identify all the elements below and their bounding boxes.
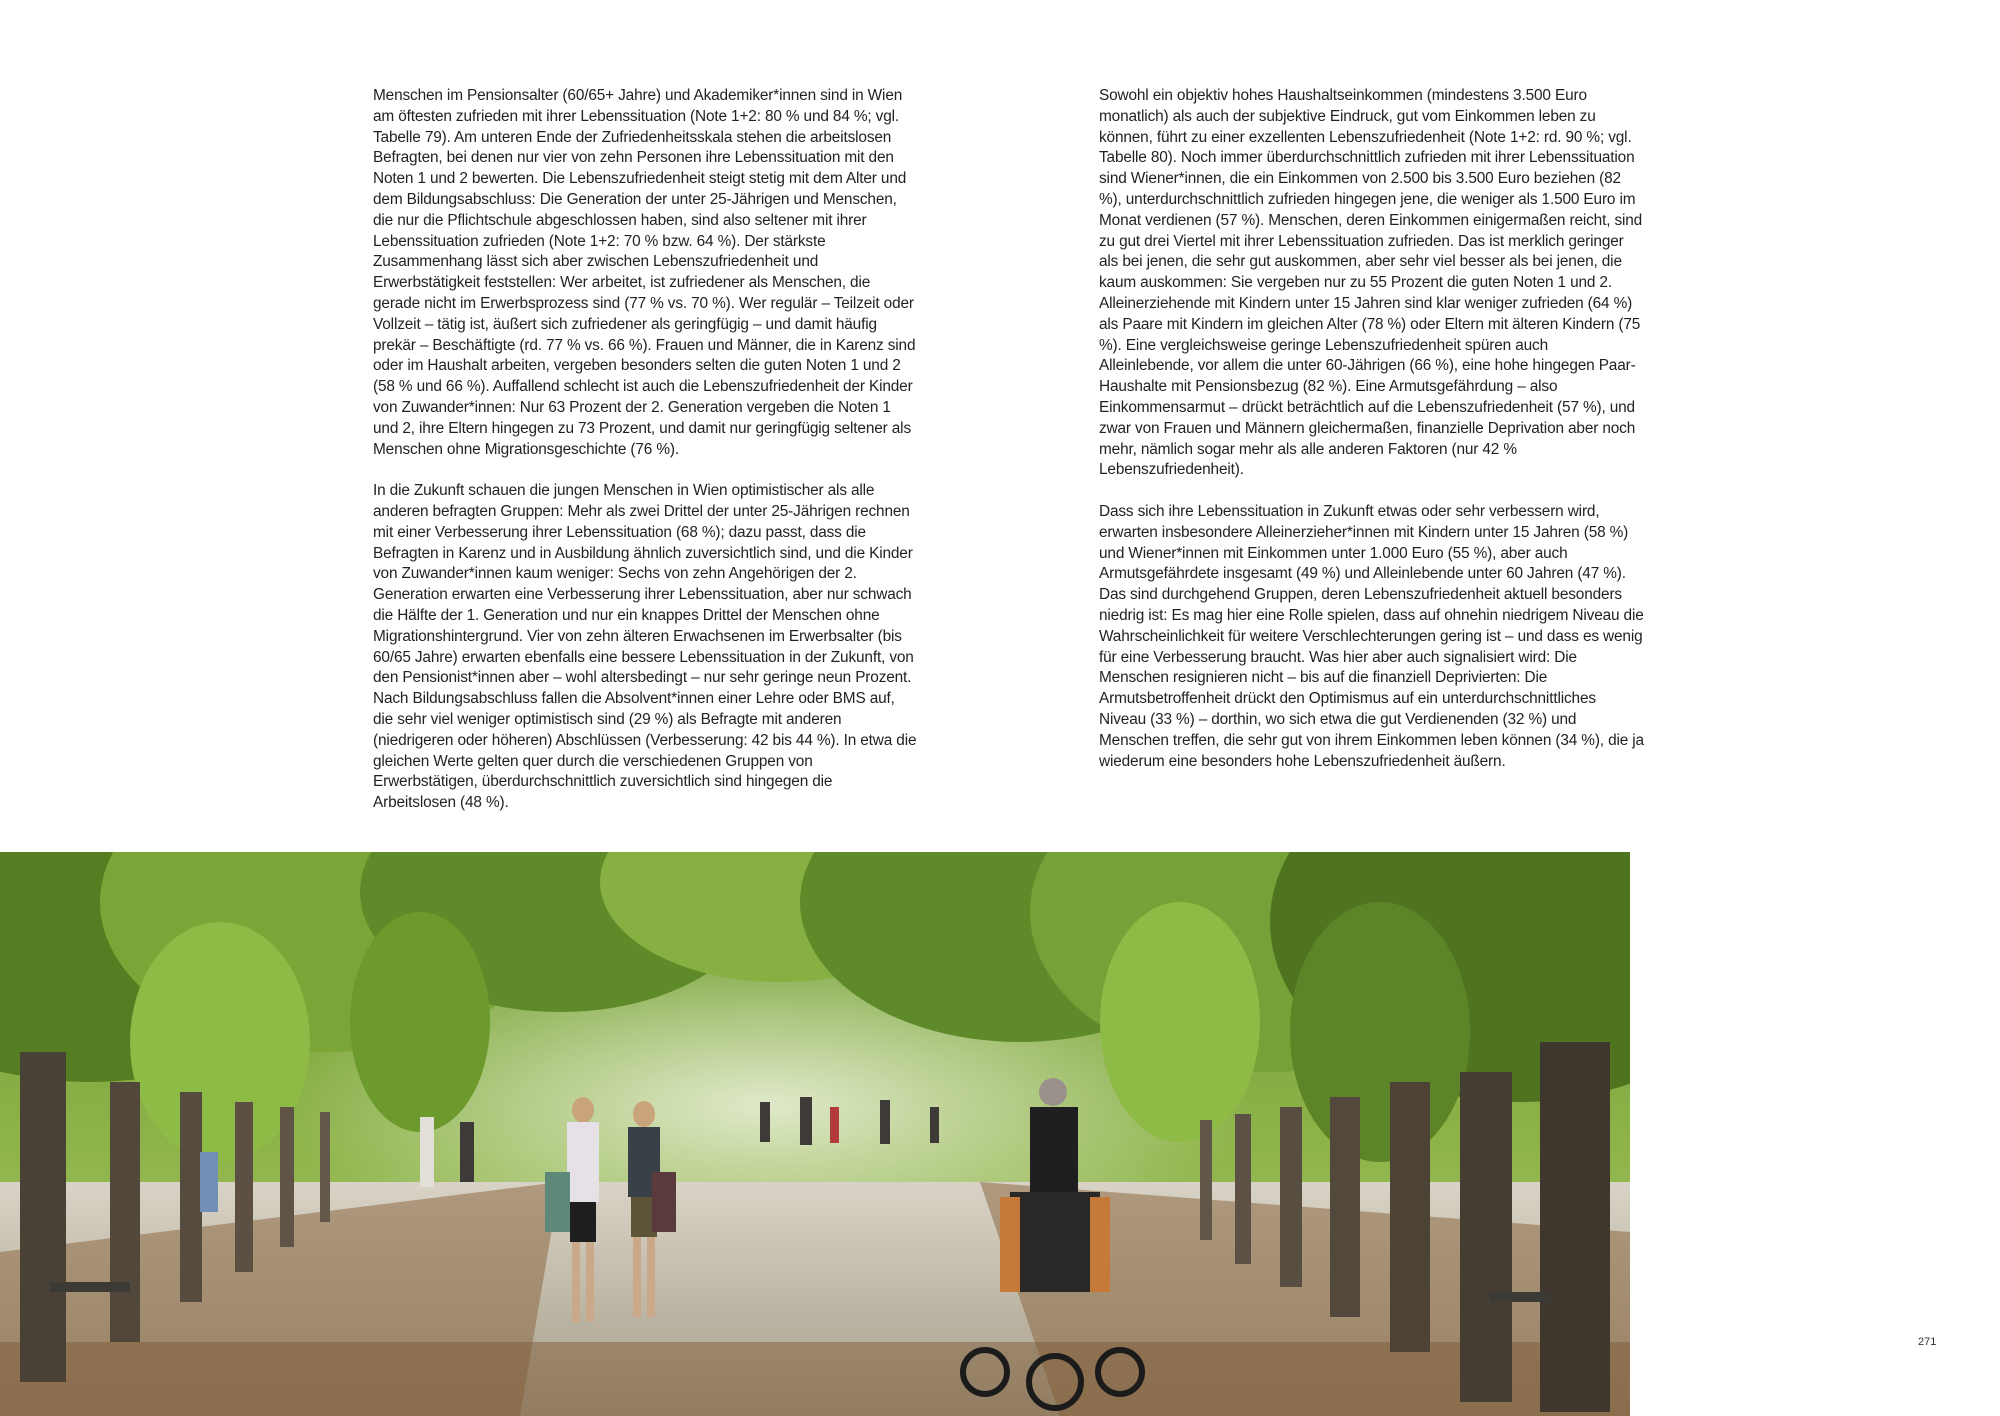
paragraph: Sowohl ein objektiv hohes Haushaltseinkommen (mindestens 3.500 Euro monatlich) als auch der subjektive Eindruck, gut vom Einkommen leben zu können, führt zu einer exzellenten Lebenszufriedenheit (Note 1+2: rd. 90 %; vgl. Tabelle 80). Noch immer überdurchschnittlich zufrieden mit ihrer Lebenssituation sind Wiener*innen, die ein Einkommen von 2.500 bis 3.500 Euro beziehen (82 %), unterdurchschnittlich zufrieden hingegen jene, die weniger als 1.500 Euro im Monat verdienen (57 %). Menschen, deren Einkommen einigermaßen reicht, sind zu gut drei Viertel mit ihrer Lebenssituation zufrieden. Das ist merklich geringer als bei jenen, die sehr gut auskommen, aber sehr viel besser als bei jenen, die kaum auskommen: Sie vergeben nur zu 55 Prozent die guten Noten 1 und 2. Alleinerziehende mit Kindern unter 15 Jahren sind klar weniger zufrieden (64 %) als Paare mit Kindern im gleichen Alter (78 %) oder Eltern mit älteren Kindern (75 %). Eine vergleichsweise geringe Lebenszufriedenheit spüren auch Alleinlebende, vor allem die unter 60-Jährigen (66 %), eine hohe hingegen Paar-Haushalte mit Pensionsbezug (82 %). Eine Armutsgefährdung – also Einkommensarmut – drückt beträchtlich auf die Lebenszufriedenheit (57 %), und zwar von Frauen und Männern gleichermaßen, finanzielle Deprivation aber noch mehr, nämlich sogar mehr als alle anderen Faktoren (nur 42 % Lebenszufriedenheit). — [1099, 87, 1643, 479]
paragraph: In die Zukunft schauen die jungen Menschen in Wien optimistischer als alle anderen befragten Gruppen: Mehr als zwei Drittel der unter 25-Jährigen rechnen mit einer Verbesserung ihrer Lebenssituation (68 %); dazu passt, dass die Befragten in Karenz und in Ausbildung ähnlich zuversichtlich sind, und die Kinder von Zuwander*innen kaum weniger: Sechs von zehn Angehörigen der 2. Generation erwarten eine Verbesserung ihrer Lebenssituation, aber nur schwach die Hälfte der 1. Generation und nur ein knappes Drittel der Menschen ohne Migrationshintergrund. Vier von zehn älteren Erwachsenen im Erwerbsalter (bis 60/65 Jahre) erwarten ebenfalls eine bessere Lebenssituation in der Zukunft, von den Pensionist*innen aber – wohl altersbedingt – nur sehr geringe neun Prozent. Nach Bildungsabschluss fallen die Absolvent*innen einer Lehre oder BMS auf, die sehr viel weniger optimistisch sind (29 %) als Befragte mit anderen (niedrigeren oder höheren) Abschlüssen (Verbesserung: 42 bis 44 %). In etwa die gleichen Werte gelten quer durch die verschiedenen Gruppen von Erwerbstätigen, überdurchschnittlich zuversichtlich sind hingegen die Arbeitslosen (48 %). — [373, 482, 917, 812]
text-column-left — [373, 86, 918, 835]
page-number: 271 — [1918, 1336, 1937, 1348]
text-column-right — [1099, 86, 1644, 793]
park-avenue-photo — [0, 852, 1630, 1416]
paragraph: Dass sich ihre Lebenssituation in Zukunft etwas oder sehr verbessern wird, erwarten insbesondere Alleinerzieher*innen mit Kindern unter 15 Jahren (58 %) und Wiener*innen mit Einkommen unter 1.000 Euro (55 %), aber auch Armutsgefährdete insgesamt (49 %) und Alleinlebende unter 60 Jahren (47 %). Das sind durchgehend Gruppen, deren Lebenszufriedenheit aktuell besonders niedrig ist: Es mag hier eine Rolle spielen, dass auf ohnehin niedrigem Niveau die Wahrscheinlichkeit für weitere Verschlechterungen gering ist – und dass es wenig für eine Verbesserung braucht. Was hier aber auch signalisiert wird: Die Menschen resignieren nicht – bis auf die finanziell Deprivierten: Die Armutsbetroffenheit drückt den Optimismus auf ein unterdurchschnittliches Niveau (33 %) – dorthin, wo sich etwa die gut Verdienenden (32 %) und Menschen treffen, die sehr gut von ihrem Einkommen leben können (34 %), die ja wiederum eine besonders hohe Lebenszufriedenheit äußern. — [1099, 502, 1644, 770]
paragraph: Menschen im Pensionsalter (60/65+ Jahre) und Akademiker*innen sind in Wien am öftesten zufrieden mit ihrer Lebenssituation (Note 1+2: 80 % und 84 %; vgl. Tabelle 79). Am unteren Ende der Zufriedenheitsskala stehen die arbeitslosen Befragten, bei denen nur vier von zehn Personen ihre Lebenssituation mit den Noten 1 und 2 bewerten. Die Lebenszufriedenheit steigt stetig mit dem Alter und dem Bildungsabschluss: Die Generation der unter 25-Jährigen und Menschen, die nur die Pflichtschule abgeschlossen haben, sind also seltener mit ihrer Lebenssituation zufrieden (Note 1+2: 70 % bzw. 64 %). Der stärkste Zusammenhang lässt sich aber zwischen Lebenszufriedenheit und Erwerbstätigkeit feststellen: Wer arbeitet, ist zufriedener als Menschen, die gerade nicht im Erwerbsprozess sind (77 % vs. 70 %). Wer regulär – Teilzeit oder Vollzeit – tätig ist, äußert sich zufriedener als geringfügig – und damit häufig prekär – Beschäftigte (rd. 77 % vs. 66 %). Frauen und Männer, die in Karenz sind oder im Haushalt arbeiten, vergeben besonders selten die guten Noten 1 und 2 (58 % und 66 %). Auffallend schlecht ist auch die Lebenszufriedenheit der Kinder von Zuwander*innen: Nur 63 Prozent der 2. Generation vergeben die Noten 1 und 2, ihre Eltern hingegen zu 73 Prozent, und damit nur geringfügig seltener als Menschen ohne Migrationsgeschichte (76 %). — [373, 87, 916, 458]
